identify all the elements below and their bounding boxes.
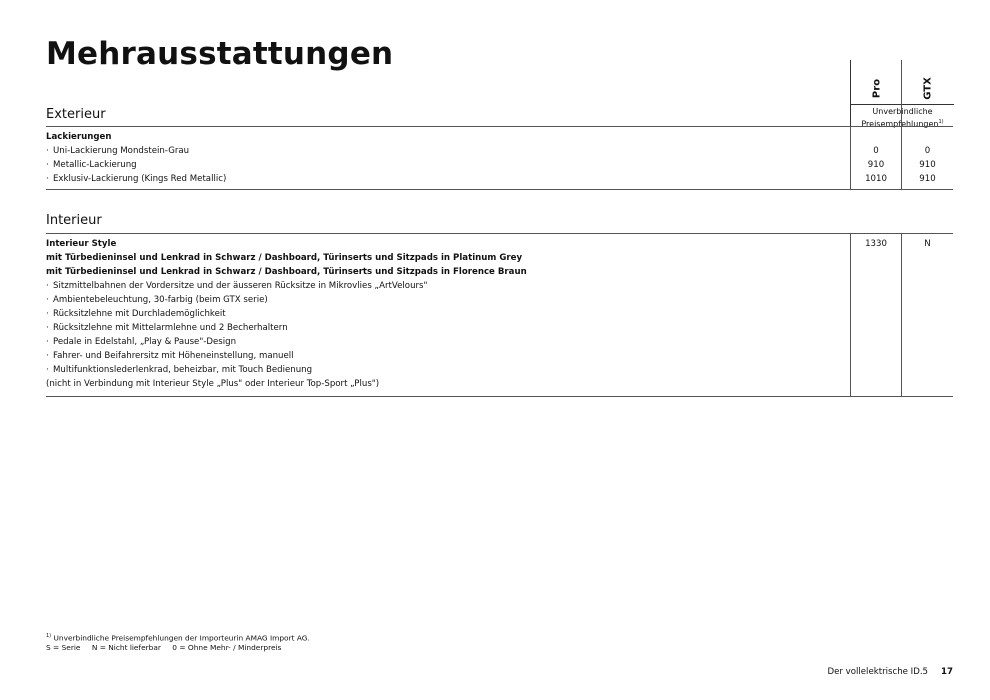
list-item: · Rücksitzlehne mit Mittelarmlehne und 2 Becherhaltern [46,321,288,335]
column-label-pro: Pro [871,78,882,99]
page-footer [827,667,953,677]
column-header-pro [850,60,902,104]
price-gtx: 910 [919,160,936,170]
page-number: 17 [941,667,953,677]
column-divider-gtx [901,233,902,396]
price-pro: 1330 [865,239,887,249]
column-header-gtx [901,60,954,104]
footnote-price: $^{1)}$ Unverbindliche Preisempfehlungen der Importeurin AMAG Import AG. [46,633,310,643]
list-item: · Multifunktionslederlenkrad, beheizbar, mit Touch Bedienung [46,363,312,377]
price-note-line2: Preisempfehlungen$^{1)}$ [861,119,944,129]
variant-line: mit Türbedieninsel und Lenkrad in Schwarz / Dashboard, Türinserts und Sitzpads in Florence Braun [46,267,527,277]
group-title-interieur-style: Interieur Style [46,239,117,249]
price-gtx: N [924,239,931,249]
legend-nicht-lieferbar: N = Nicht lieferbar [91,643,161,652]
section-divider-exterieur-bottom [46,189,953,190]
list-item: · Sitzmittelbahnen der Vordersitze und der äusseren Rücksitze in Mikrovlies „ArtVelours" [46,279,427,293]
column-label-gtx: GTX [922,77,934,100]
list-item: · Metallic-Lackierung [46,158,137,172]
list-item: · Exklusiv-Lackierung (Kings Red Metallic) [46,172,226,186]
section-divider-interieur-bottom [46,396,953,397]
section-title-exterieur: Exterieur [46,107,106,122]
section-title-interieur: Interieur [46,213,102,228]
price-note-header [850,104,954,128]
list-item: · Pedale in Edelstahl, „Play & Pause"-Design [46,335,236,349]
list-item: · Uni-Lackierung Mondstein-Grau [46,144,189,158]
restriction-note: (nicht in Verbindung mit Interieur Style „Plus" oder Interieur Top-Sport „Plus") [46,379,380,389]
price-note-line1: Unverbindliche [872,107,933,116]
price-pro: 0 [873,146,879,156]
footer-label: Der vollelektrische ID.5 [827,667,929,677]
list-item: · Fahrer- und Beifahrersitz mit Höheneinstellung, manuell [46,349,294,363]
price-gtx: 910 [919,174,936,184]
legend-ohne-mehrpreis: 0 = Ohne Mehr- / Minderpreis [172,643,282,652]
page-title: Mehrausstattungen [46,36,394,72]
column-divider-pro [850,233,851,396]
variant-line: mit Türbedieninsel und Lenkrad in Schwarz / Dashboard, Türinserts und Sitzpads in Platinum Grey [46,253,523,263]
price-pro: 1010 [865,174,887,184]
legend-serie: S = Serie [46,643,81,652]
list-item: · Rücksitzlehne mit Durchlademöglichkeit [46,307,226,321]
group-title-lackierungen: Lackierungen [46,132,112,142]
section-divider-exterieur-top [46,126,953,127]
section-divider-interieur-top [46,233,953,234]
legend [46,642,290,653]
price-gtx: 0 [924,146,931,156]
price-pro: 910 [867,160,885,170]
list-item: · Ambientebeleuchtung, 30-farbig (beim GTX serie) [46,293,268,307]
